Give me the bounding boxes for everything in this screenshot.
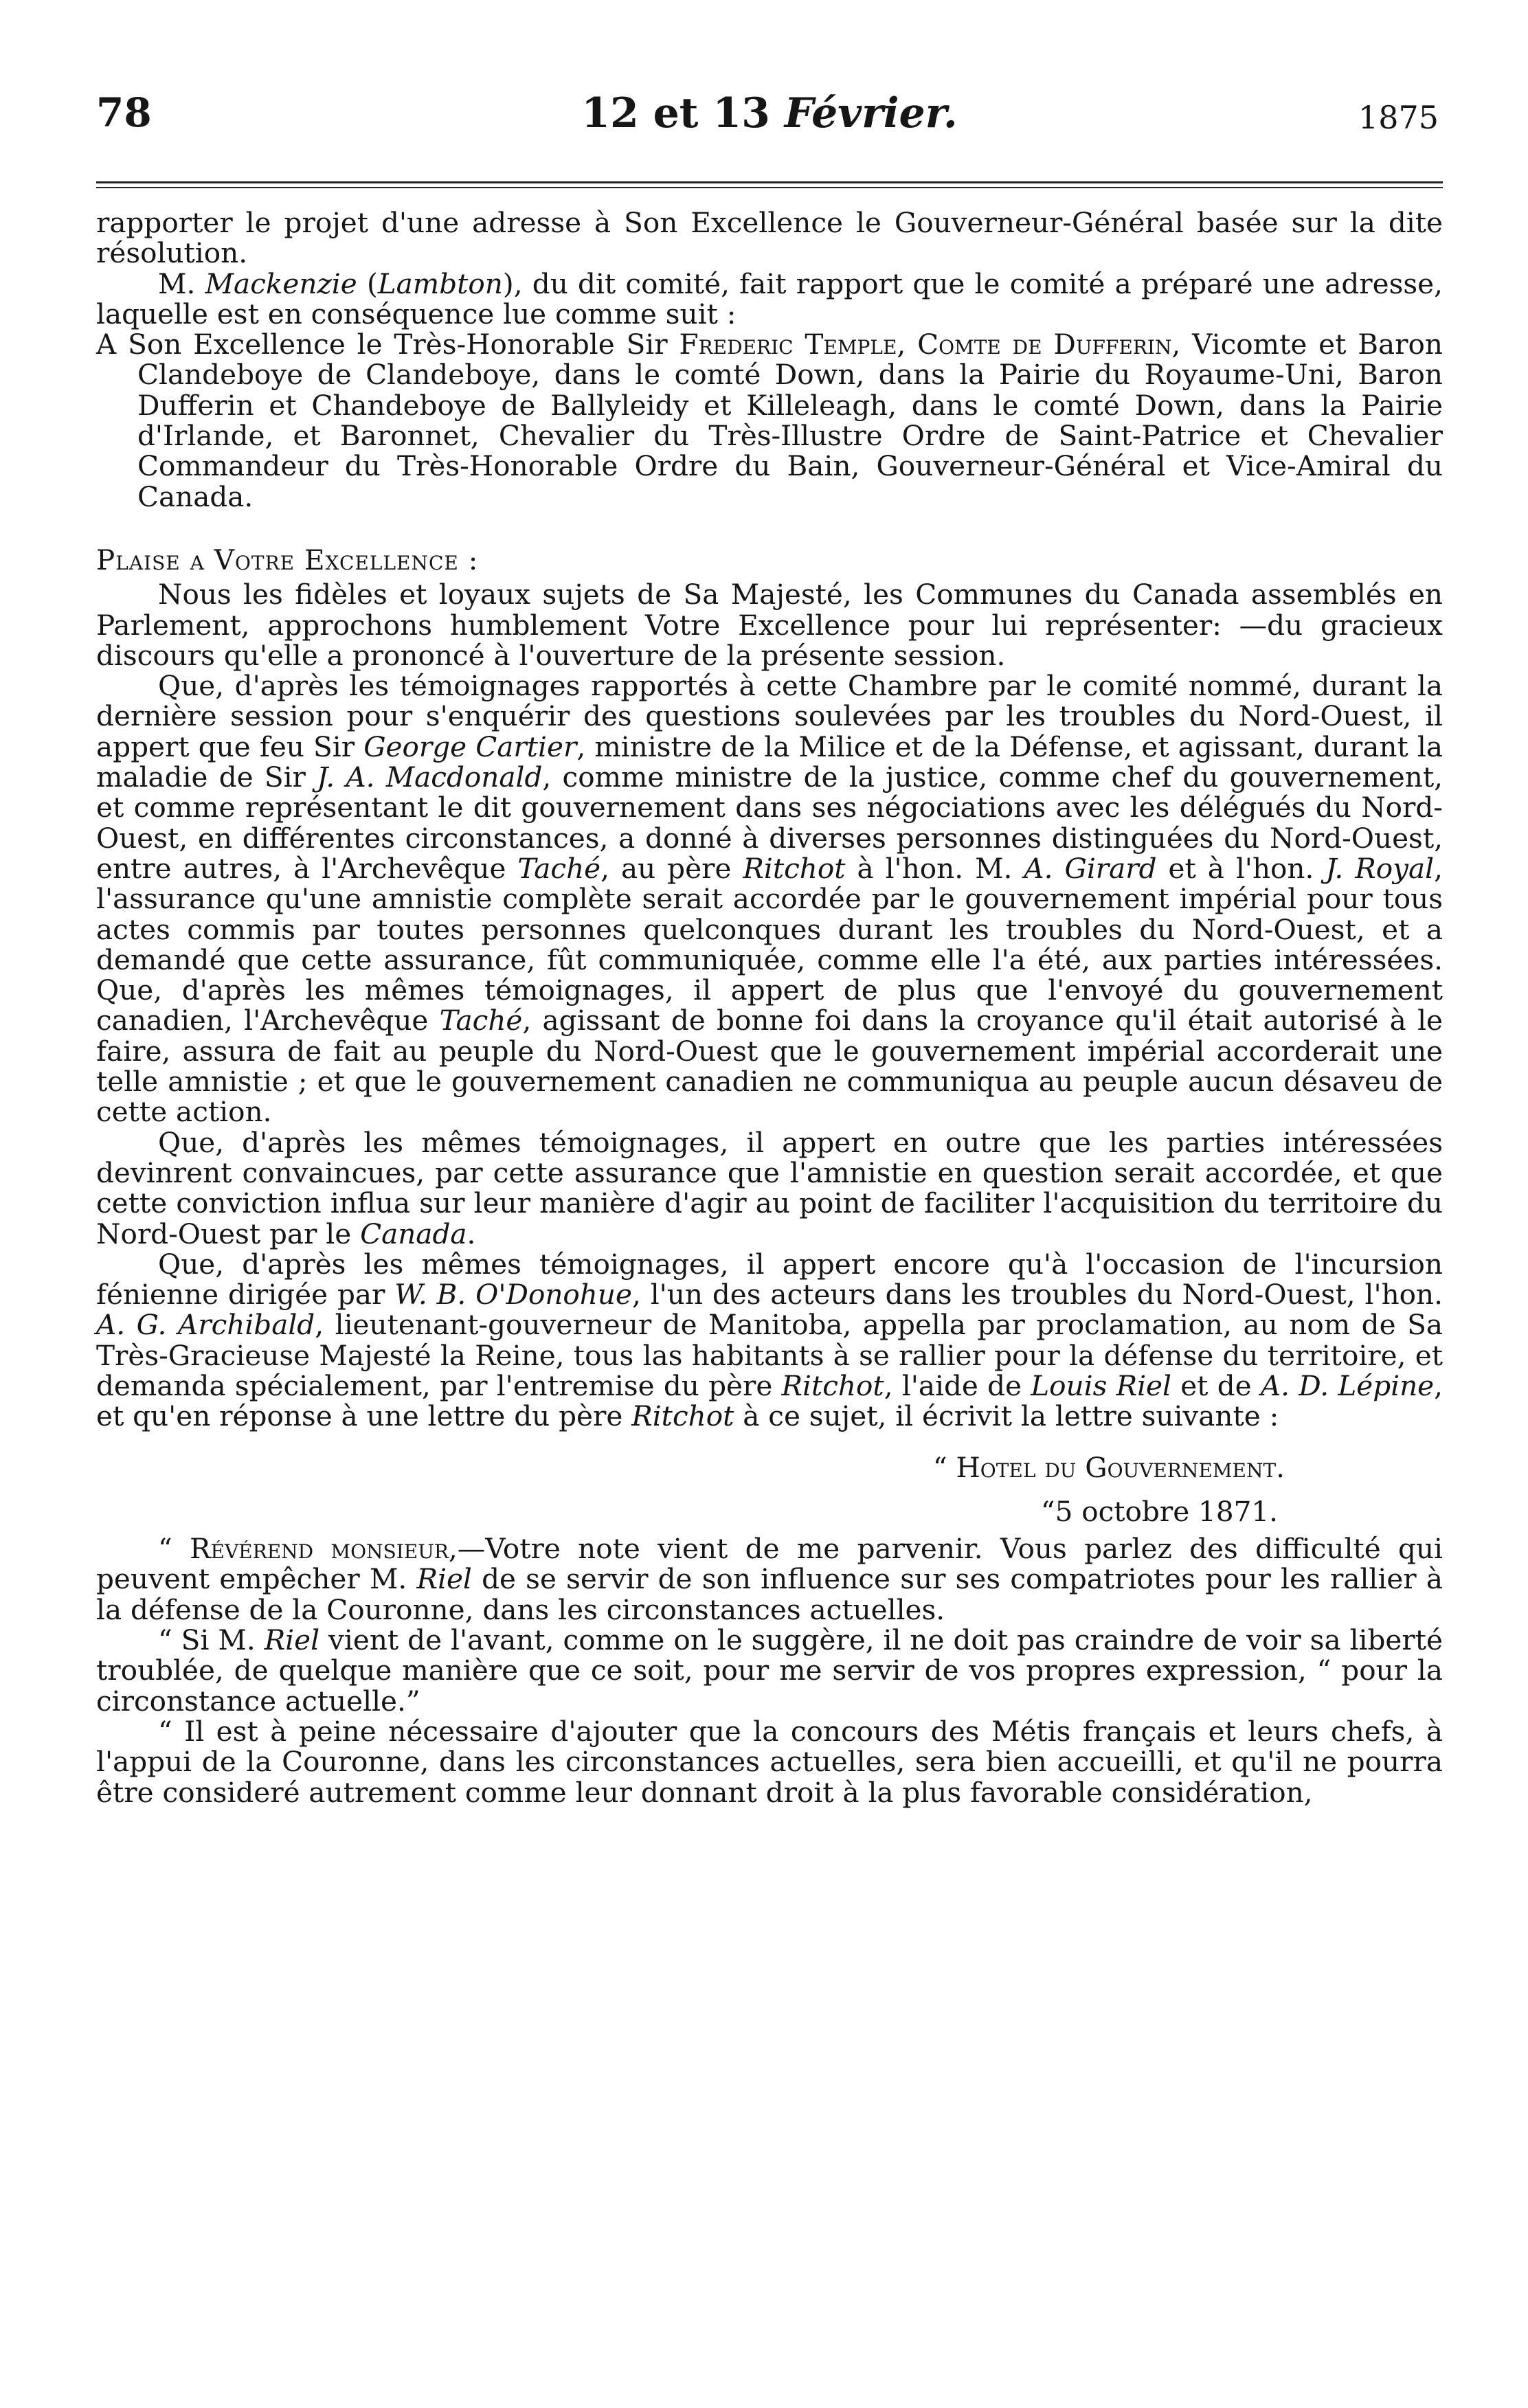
page-date [96,89,1443,137]
paragraph: Que, d'après les mêmes témoignages, il appert encore qu'à l'occasion de l'incursion fénienne dirigée par W. B. O'Donohue, l'un des acteurs dans les troubles du Nord-Ouest, l'hon. A. G. Archibald, lieutenant-gouverneur de Manitoba, appella par proclamation, au nom de Sa Très-Gracieuse Majesté la Reine, tous las habitants à se rallier pour la défense du territoire, et demanda spécialement, par l'entremise du père Ritchot, l'aide de Louis Riel et de A. D. Lépine, et qu'en réponse à une lettre du père Ritchot à ce sujet, il écrivit la lettre suivante : [96,1247,1443,1433]
address-block: A Son Excellence le Très-Honorable Sir Frederic Temple, Comte de Dufferin, Vicomte et Baron Clandeboye de Clandeboye, dans le comté Down, dans la Pairie du Royaume-Uni, Baron Dufferin et Chandeboye de Ballyleidy et Killeleagh, dans le comté Down, dans la Pairie d'Irlande, et Baronnet, Chevalier du Très-Illustre Ordre de Saint-Patrice et Chevalier Commandeur du Très-Honorable Ordre du Bain, Gouverneur-Général et Vice-Amiral du Canada. [96,328,1443,513]
speaker-name: Mackenzie [205,267,357,300]
letter-paragraph: “ Si M. Riel vient de l'avant, comme on le suggère, il ne doit pas craindre de voir sa liberté troublée, de quelque manière que ce soit, pour me servir de vos propres expression, “ pour la circonstance actuelle.” [96,1623,1443,1718]
date-days: 12 et 13 [581,89,785,137]
paragraph: Que, d'après les mêmes témoignages, il appert en outre que les parties intéressées devinrent convaincues, par cette assurance que l'amnistie en question serait accordée, et que cette conviction influa sur leur manière d'agir au point de faciliter l'acquisition du territoire du Nord-Ouest par le Canada. [96,1125,1443,1250]
addressee-name: Frederic Temple, Comte de Dufferin [679,328,1172,361]
page-year: 1875 [1358,99,1439,136]
letter-salutation: “ Révérend monsieur, [158,1532,458,1566]
letter-paragraph: “ Révérend monsieur,—Votre note vient de me parvenir. Vous parlez des difficulté qui peuvent empêcher M. Riel de se servir de son influence sur ses compatriotes pour les rallier à la défense de la Couronne, dans les circonstances actuelles. [96,1532,1443,1626]
document-page [96,89,1443,1808]
section-heading: Plaise a Votre Excellence : [96,543,479,576]
date-month: Février. [784,89,958,137]
letter-place: “ Hotel du Gouvernement. [932,1450,1285,1484]
paragraph: Que, d'après les témoignages rapportés à cette Chambre par le comité nommé, durant la dernière session pour s'enquérir des questions soulevées par les troubles du Nord-Ouest, il appert que feu Sir George Cartier, ministre de la Milice et de la Défense, et agissant, durant la maladie de Sir J. A. Macdonald, comme ministre de la justice, comme chef du gouvernement, et comme représentant le dit gouvernement dans ses négociations avec les délégués du Nord-Ouest, en différentes circonstances, a donné à diverses personnes distinguées du Nord-Ouest, entre autres, à l'Archevêque Taché, au père Ritchot à l'hon. M. A. Girard et à l'hon. J. Royal, l'assurance qu'une amnistie complète serait accordée par le gouvernement impérial pour tous actes commis par toutes personnes quelconques durant les troubles du Nord-Ouest, et a demandé que cette assurance, fût communiquée, comme elle l'a été, aux parties intéressées. Que, d'après les mêmes témoignages, il appert de plus que l'envoyé du gouvernement canadien, l'Archevêque Taché, agissant de bonne foi dans la croyance qu'il était autorisé à le faire, assura de fait au peuple du Nord-Ouest que le gouvernement impérial accorderait une telle amnistie ; et que le gouvernement canadien ne communiqua au peuple aucun désaveu de cette action. [96,669,1443,1129]
header-rule [96,181,1443,188]
page-number: 78 [96,89,152,136]
paragraph: rapporter le projet d'une adresse à Son Excellence le Gouverneur-Général basée sur la dite résolution. [96,206,1443,270]
page-header [96,89,1443,155]
body-text [96,207,1443,1808]
letter-date: “5 octobre 1871. [1040,1494,1278,1528]
paragraph: M. Mackenzie (Lambton), du dit comité, fait rapport que le comité a préparé une adresse, laquelle est en conséquence lue comme suit : [96,267,1443,330]
letter-paragraph: “ Il est à peine nécessaire d'ajouter que la concours des Métis français et leurs chefs, à l'appui de la Couronne, dans les circonstances actuelles, sera bien accueilli, et qu'il ne pourra être consideré autrement comme leur donnant droit à la plus favorable considération, [96,1714,1443,1809]
riding-name: Lambton [377,267,503,300]
paragraph: Nous les fidèles et loyaux sujets de Sa Majesté, les Communes du Canada assemblés en Parlement, approchons humblement Votre Excellence pour lui représenter: —du gracieux discours qu'elle a prononcé à l'ouverture de la présente session. [96,578,1443,672]
